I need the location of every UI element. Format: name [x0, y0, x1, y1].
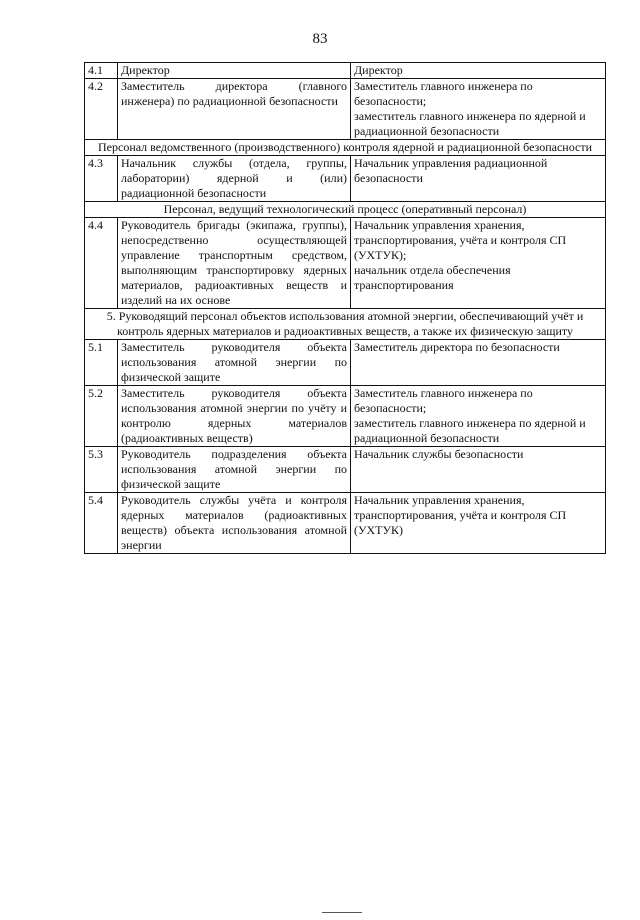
responsible-line: Заместитель директора по безопасности — [354, 340, 560, 354]
table-row — [85, 79, 606, 140]
table-row — [85, 493, 606, 554]
responsible-line: заместитель главного инженера по ядерной и радиационной безопасности — [354, 109, 586, 138]
table-row — [85, 156, 606, 202]
position-title: Начальник службы (отдела, группы, лаборатории) ядерной и (или) радиационной безопасности — [118, 156, 351, 202]
row-number: 4.2 — [85, 79, 118, 140]
table-row — [85, 218, 606, 309]
position-title: Руководитель службы учёта и контроля ядерных материалов (радиоактивных веществ) объекта использования атомной энергии — [118, 493, 351, 554]
row-number: 5.2 — [85, 386, 118, 447]
positions-table — [84, 62, 606, 554]
scan-edge-mark — [322, 912, 362, 913]
section-header: Персонал, ведущий технологический процесс (оперативный персонал) — [85, 202, 606, 218]
section-header-row — [85, 202, 606, 218]
responsible-position — [351, 493, 606, 554]
position-title: Заместитель руководителя объекта использования атомной энергии по физической защите — [118, 340, 351, 386]
responsible-line: Начальник управления хранения, транспортирования, учёта и контроля СП (УХТУК); — [354, 218, 567, 262]
position-title: Директор — [118, 63, 351, 79]
responsible-position — [351, 156, 606, 202]
position-title: Руководитель бригады (экипажа, группы), непосредственно осуществляющей управление транспортным средством, выполняющим транспортировку ядерных материалов, радиоактивных веществ и изделий на их основе — [118, 218, 351, 309]
section-header-row — [85, 309, 606, 340]
position-title: Заместитель руководителя объекта использования атомной энергии по учёту и контролю ядерных материалов (радиоактивных веществ) — [118, 386, 351, 447]
section-header: Персонал ведомственного (производственного) контроля ядерной и радиационной безопасности — [85, 140, 606, 156]
row-number: 4.4 — [85, 218, 118, 309]
row-number: 5.4 — [85, 493, 118, 554]
row-number: 5.3 — [85, 447, 118, 493]
responsible-position — [351, 447, 606, 493]
row-number: 4.3 — [85, 156, 118, 202]
responsible-line: Начальник управления хранения, транспортирования, учёта и контроля СП (УХТУК) — [354, 493, 567, 537]
responsible-line: начальник отдела обеспечения транспортирования — [354, 263, 511, 292]
responsible-position — [351, 63, 606, 79]
responsible-line: Заместитель главного инженера по безопасности; — [354, 79, 533, 108]
row-number: 4.1 — [85, 63, 118, 79]
table-row — [85, 340, 606, 386]
responsible-position — [351, 79, 606, 140]
responsible-position — [351, 218, 606, 309]
responsible-line: Начальник управления радиационной безопасности — [354, 156, 548, 185]
position-title: Заместитель директора (главного инженера) по радиационной безопасности — [118, 79, 351, 140]
responsible-line: Начальник службы безопасности — [354, 447, 524, 461]
responsible-position — [351, 386, 606, 447]
responsible-position — [351, 340, 606, 386]
responsible-line: Директор — [354, 63, 403, 77]
responsible-line: Заместитель главного инженера по безопасности; — [354, 386, 533, 415]
row-number: 5.1 — [85, 340, 118, 386]
section-header-row — [85, 140, 606, 156]
page-number: 83 — [312, 31, 328, 47]
position-title: Руководитель подразделения объекта использования атомной энергии по физической защите — [118, 447, 351, 493]
table-row — [85, 63, 606, 79]
section-header: 5. Руководящий персонал объектов использования атомной энергии, обеспечивающий учёт и контроль ядерных материалов и радиоактивных веществ, а также их физическую защиту — [85, 309, 606, 340]
table-row — [85, 447, 606, 493]
table-row — [85, 386, 606, 447]
responsible-line: заместитель главного инженера по ядерной и радиационной безопасности — [354, 416, 586, 445]
